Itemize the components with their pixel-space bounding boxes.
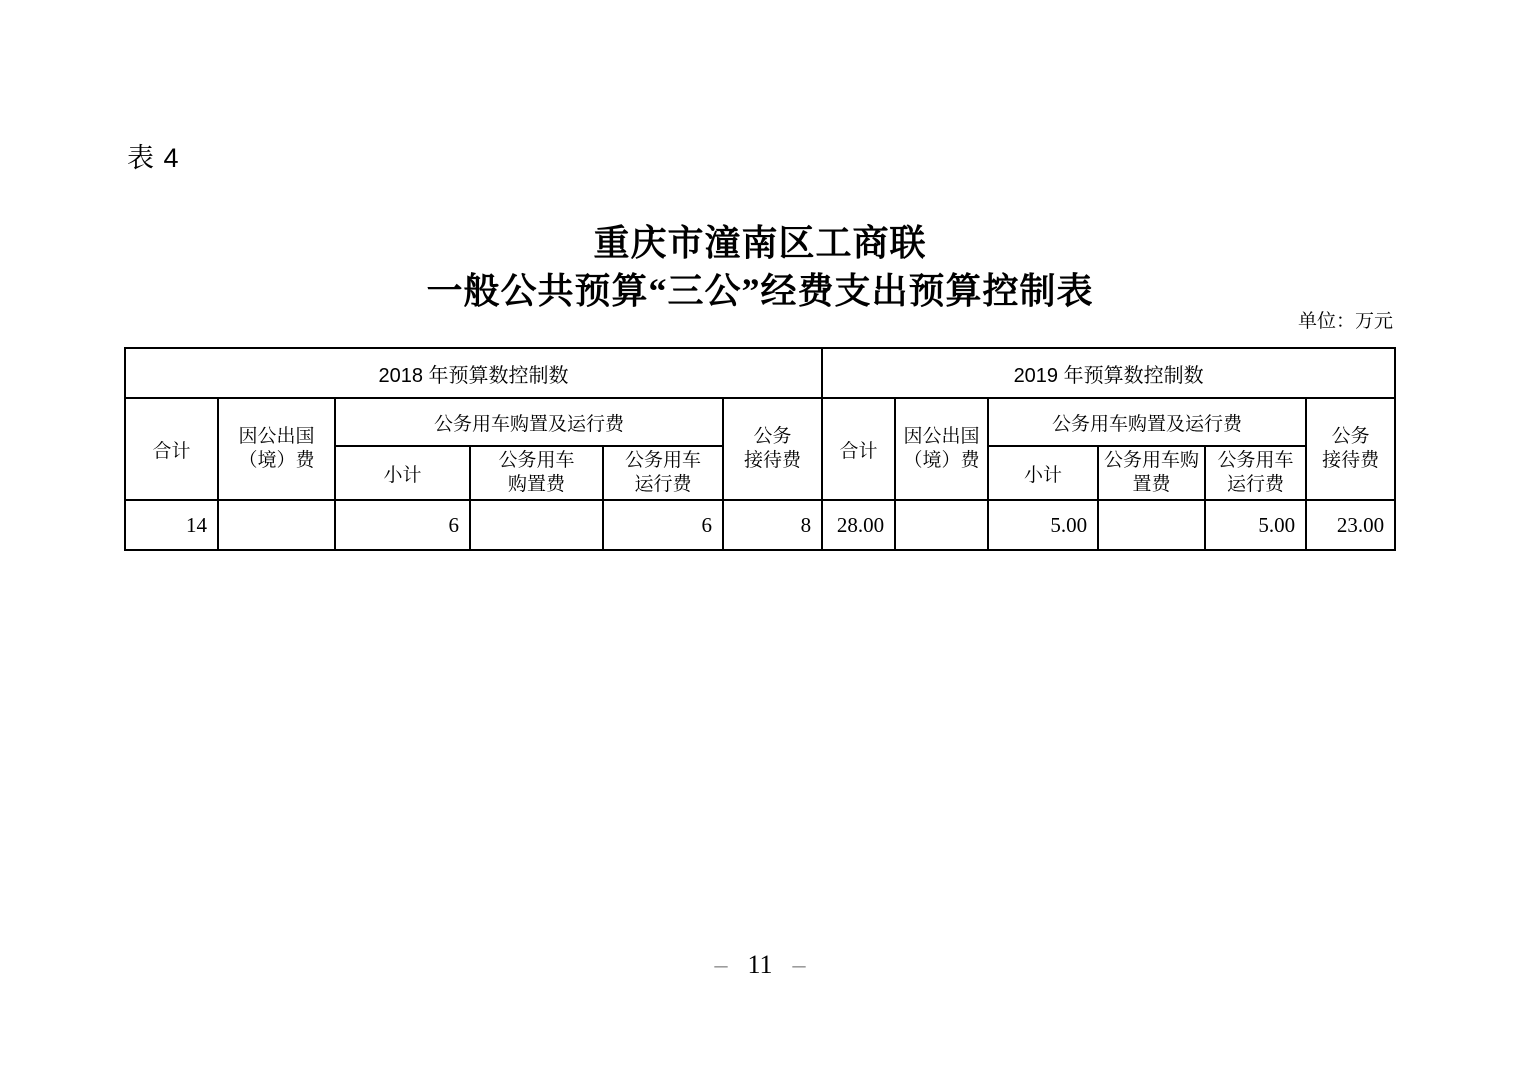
col-header-operation-2018 <box>603 446 723 500</box>
year-header-2019: 2019 年预算数控制数 <box>822 348 1395 398</box>
col-header-abroad-2019 <box>895 398 988 500</box>
col-header-operation-2018-line2: 运行费 <box>634 474 692 495</box>
col-header-purchase-2019-line1: 公务用车购 <box>1104 450 1200 471</box>
value-purchase-2018 <box>470 500 603 550</box>
col-header-reception-2018 <box>723 398 822 500</box>
col-header-reception-2019 <box>1306 398 1395 500</box>
col-header-abroad-2018-line2: （境）费 <box>238 450 315 471</box>
col-header-operation-2019 <box>1205 446 1306 500</box>
value-abroad-2018 <box>218 500 335 550</box>
col-header-operation-2019-line2: 运行费 <box>1227 474 1285 495</box>
page-footer <box>0 950 1520 980</box>
col-header-reception-2019-line2: 接待费 <box>1322 450 1380 471</box>
col-header-total-2018: 合计 <box>125 398 218 500</box>
col-header-subtotal-2019: 小计 <box>988 446 1098 500</box>
col-group-vehicle-2018: 公务用车购置及运行费 <box>335 398 723 446</box>
col-header-abroad-2018-line1: 因公出国 <box>238 426 315 447</box>
year-header-row <box>125 348 1395 398</box>
value-reception-2018: 8 <box>723 500 822 550</box>
document-title <box>0 219 1520 315</box>
title-line-2: 一般公共预算“三公”经费支出预算控制表 <box>426 271 1094 311</box>
title-line-1: 重庆市潼南区工商联 <box>593 223 927 263</box>
value-reception-2019: 23.00 <box>1306 500 1395 550</box>
budget-table <box>124 347 1396 551</box>
year-header-2018: 2018 年预算数控制数 <box>125 348 822 398</box>
value-total-2018: 14 <box>125 500 218 550</box>
col-header-operation-2018-line1: 公务用车 <box>624 450 701 471</box>
col-header-purchase-2018-line1: 公务用车 <box>498 450 575 471</box>
col-header-purchase-2018 <box>470 446 603 500</box>
col-header-abroad-2019-line2: （境）费 <box>903 450 980 471</box>
col-header-purchase-2018-line2: 购置费 <box>507 474 565 495</box>
value-abroad-2019 <box>895 500 988 550</box>
footer-dash-left: – <box>714 950 728 979</box>
table-label: 表 4 <box>127 143 180 173</box>
col-header-purchase-2019 <box>1098 446 1205 500</box>
col-group-vehicle-2019: 公务用车购置及运行费 <box>988 398 1306 446</box>
col-header-reception-2018-line1: 公务 <box>753 426 792 447</box>
value-subtotal-2018: 6 <box>335 500 470 550</box>
unit-note: 单位：万元 <box>1297 311 1393 332</box>
value-subtotal-2019: 5.00 <box>988 500 1098 550</box>
page-number: 11 <box>747 950 773 979</box>
header-group-row <box>125 398 1395 446</box>
col-header-reception-2018-line2: 接待费 <box>744 450 802 471</box>
data-row <box>125 500 1395 550</box>
col-header-abroad-2018 <box>218 398 335 500</box>
col-header-operation-2019-line1: 公务用车 <box>1217 450 1294 471</box>
col-header-abroad-2019-line1: 因公出国 <box>903 426 980 447</box>
col-header-purchase-2019-line2: 置费 <box>1132 474 1171 495</box>
value-operation-2018: 6 <box>603 500 723 550</box>
col-header-subtotal-2018: 小计 <box>335 446 470 500</box>
value-total-2019: 28.00 <box>822 500 895 550</box>
value-purchase-2019 <box>1098 500 1205 550</box>
footer-dash-right: – <box>792 950 806 979</box>
col-header-reception-2019-line1: 公务 <box>1331 426 1370 447</box>
value-operation-2019: 5.00 <box>1205 500 1306 550</box>
col-header-total-2019: 合计 <box>822 398 895 500</box>
